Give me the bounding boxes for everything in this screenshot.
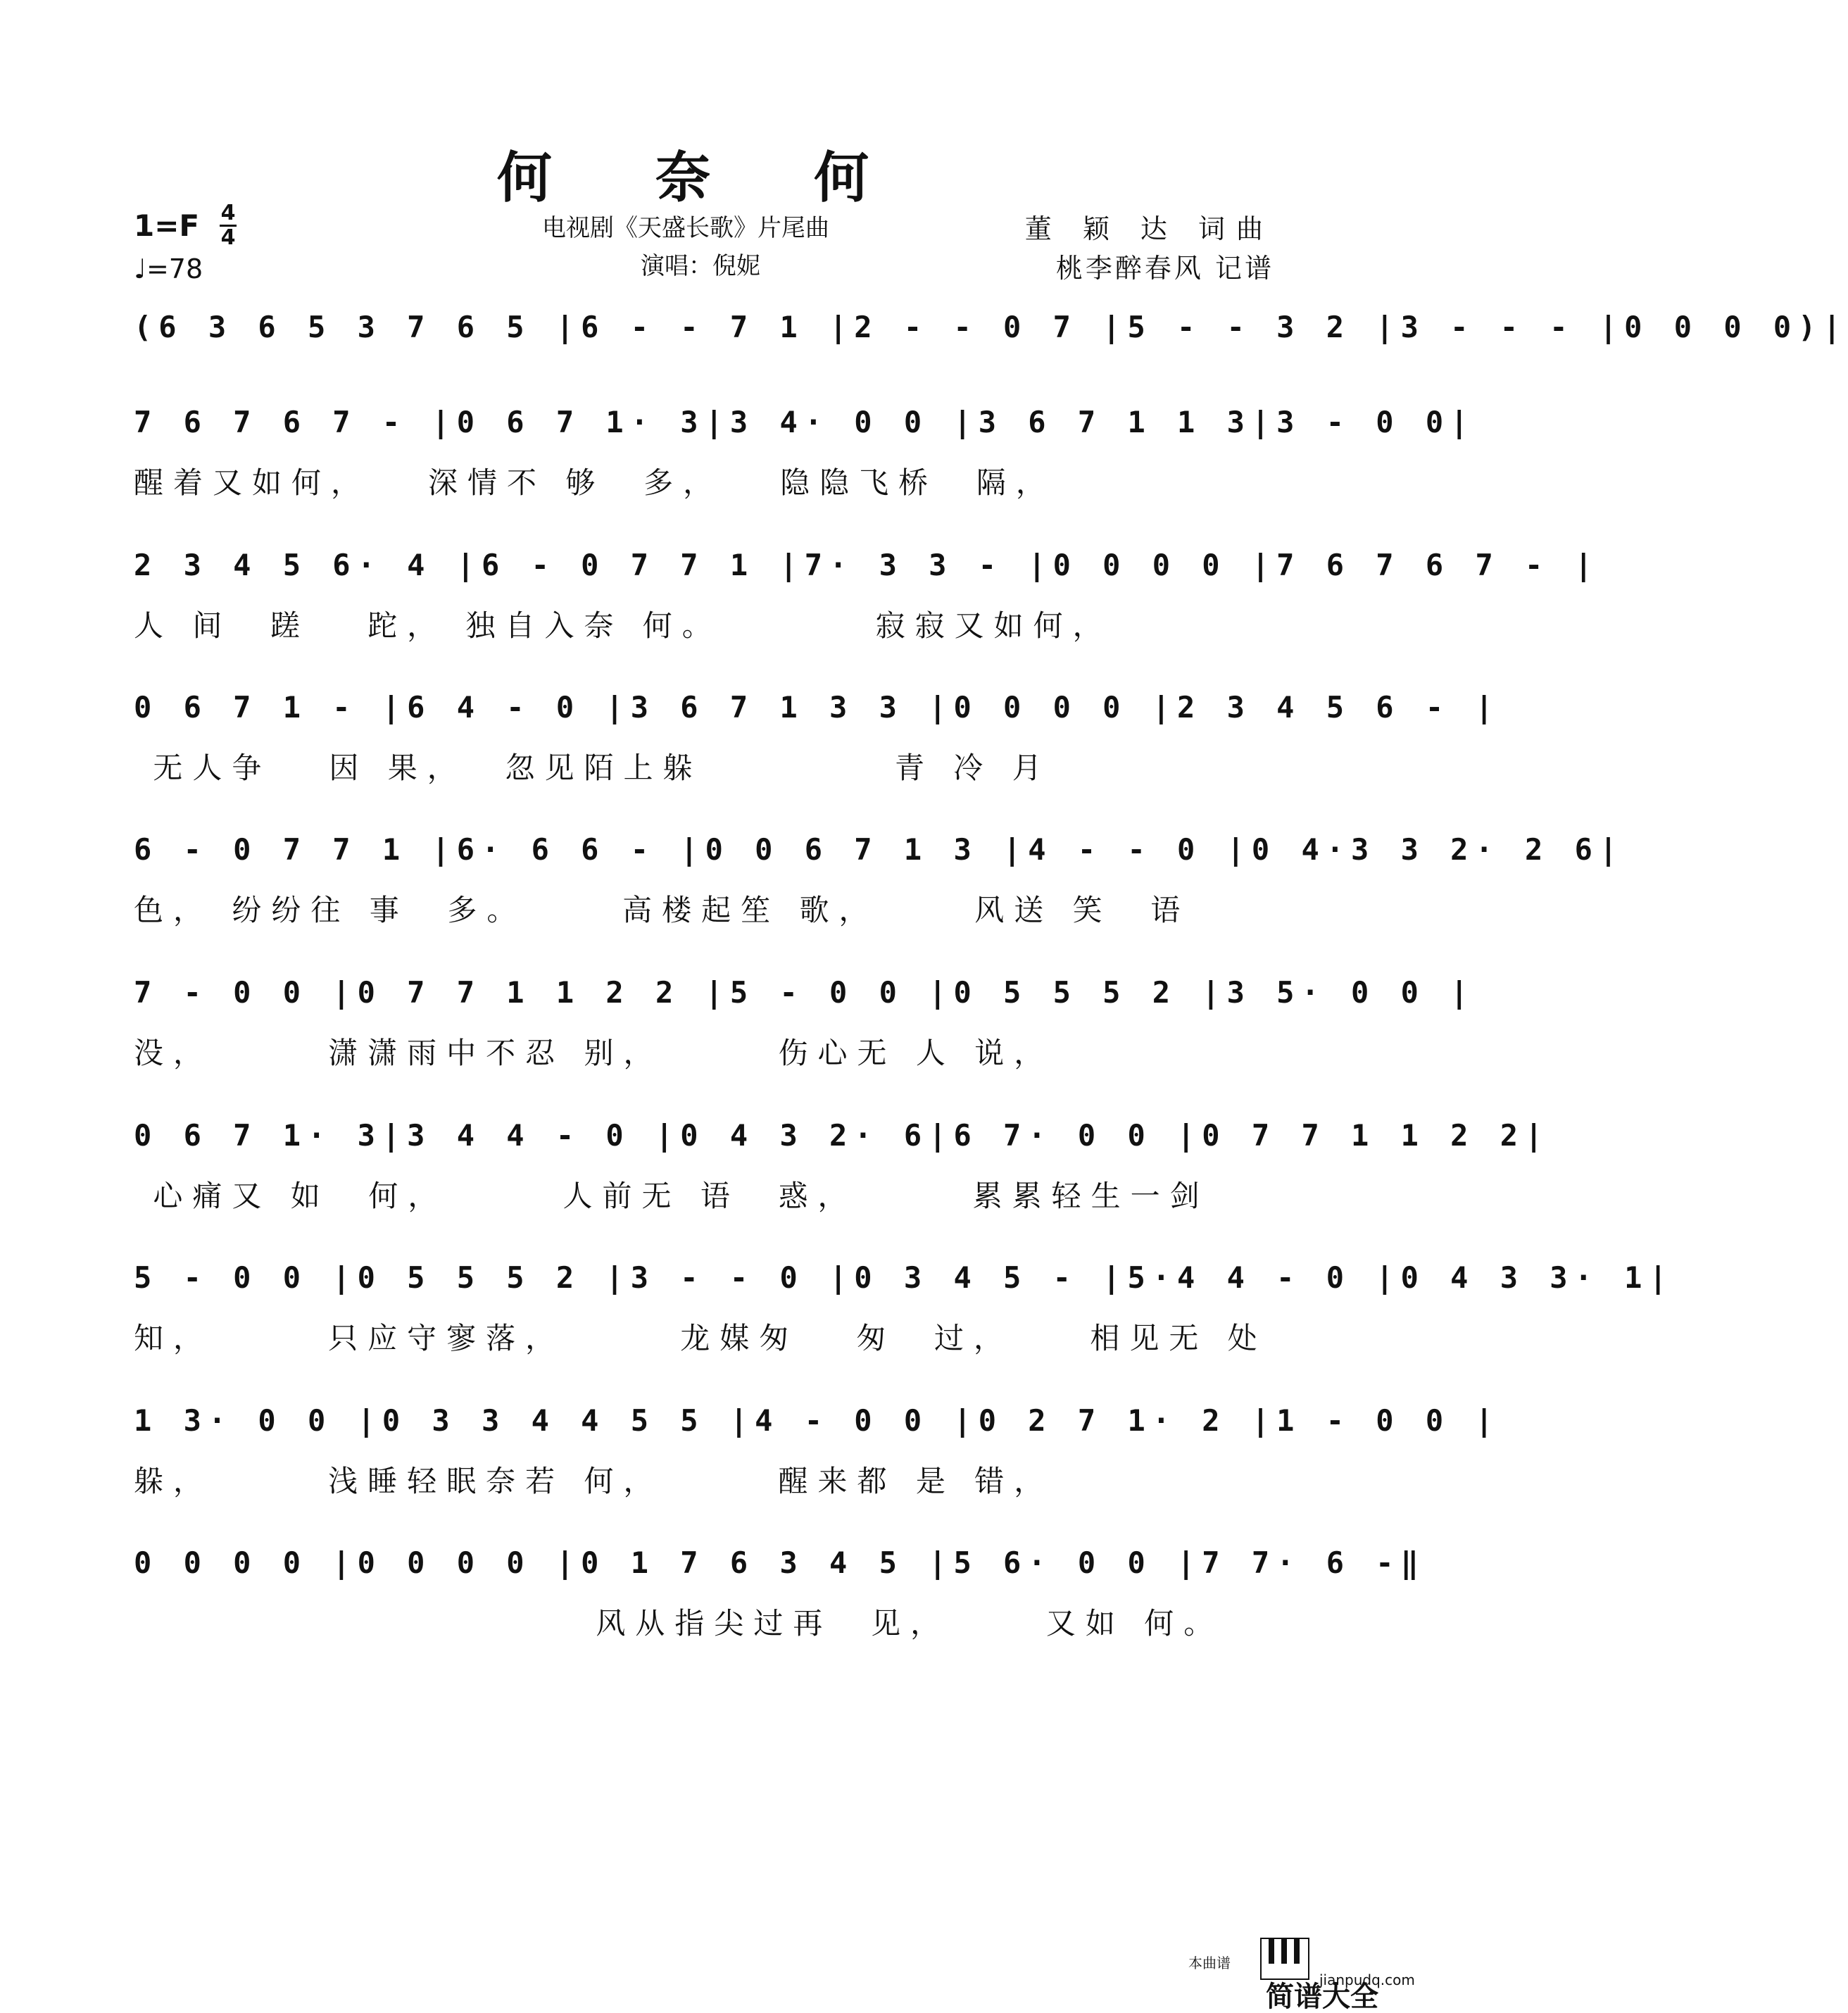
notes-line: 6 - 0 7 7 1 |6· 6 6 - |0 0 6 7 1 3 |4 - - 0 |0 4·3 3 2· 2 6| — [134, 832, 1625, 867]
notes-line: 0 6 7 1· 3|3 4 4 - 0 |0 4 3 2· 6|6 7· 0 0 |0 7 7 1 1 2 2| — [134, 1118, 1550, 1153]
lyrics-line: 醒着又如何， 深情不 够 多， 隐隐飞桥 隔， — [134, 465, 1055, 500]
tempo-mark — [134, 253, 203, 284]
notes-line: 1 3· 0 0 |0 3 3 4 4 5 5 |4 - 0 0 |0 2 7 1· 2 |1 - 0 0 | — [134, 1403, 1500, 1438]
site-name: 简谱大全 — [1266, 1981, 1378, 2013]
notes-line: 0 0 0 0 |0 0 0 0 |0 1 7 6 3 4 5 |5 6· 0 0 |7 7· 6 -‖ — [134, 1545, 1426, 1580]
lyrics-line: 风从指尖过再 见， 又如 何。 — [134, 1606, 1224, 1641]
time-signature-top: 4 — [220, 201, 236, 225]
lyricist-composer: 董 颖 达 词曲 — [1024, 213, 1274, 244]
notes-line: 2 3 4 5 6· 4 |6 - 0 7 7 1 |7· 3 3 - |0 0 0 0 |7 6 7 6 7 - | — [134, 548, 1599, 582]
notes-line: (6 3 6 5 3 7 6 5 |6 - - 7 1 |2 - - 0 7 |5 - - 3 2 |3 - - - |0 0 0 0)| — [134, 310, 1848, 344]
singer: 演唱：倪妮 — [641, 252, 760, 280]
lyrics-line: 无人争 因 果， 忽见陌上躲 青 冷 月 — [134, 751, 1052, 785]
site-url: jianpudq.com — [1319, 1971, 1415, 1988]
notes-line: 5 - 0 0 |0 5 5 5 2 |3 - - 0 |0 3 4 5 - |5·4 4 - 0 |0 4 3 3· 1| — [134, 1260, 1674, 1295]
lyrics-line: 人 间 蹉 跎， 独自入奈 何。 寂寂又如何， — [134, 608, 1112, 643]
quarter-note-icon: ♩ — [134, 253, 146, 284]
tempo-value: =78 — [146, 253, 203, 284]
lyrics-line: 没， 潇潇雨中不忍 别， 伤心无 人 说， — [134, 1036, 1054, 1070]
notes-line: 7 6 7 6 7 - |0 6 7 1· 3|3 4· 0 0 |3 6 7 1 1 3|3 - 0 0| — [134, 405, 1476, 439]
lyrics-line: 色， 纷纷往 事 多。 高楼起笙 歌， 风送 笑 语 — [134, 893, 1190, 927]
time-signature-bottom: 4 — [220, 225, 236, 250]
key-signature: 1=F — [134, 208, 200, 243]
transcriber: 桃李醉春风 记谱 — [1055, 253, 1274, 284]
notes-line: 0 6 7 1 - |6 4 - 0 |3 6 7 1 3 3 |0 0 0 0 |2 3 4 5 6 - | — [134, 690, 1500, 725]
site-logo[interactable] — [1260, 1938, 1415, 2013]
lyrics-line: 心痛又 如 何， 人前无 语 惑， 累累轻生一剑 — [134, 1179, 1209, 1213]
song-title: 何 奈 何 — [496, 146, 912, 210]
lyrics-line: 知， 只应守寥落， 龙媒匆 匆 过， 相见无 处 — [134, 1321, 1267, 1355]
lyrics-line: 躲， 浅睡轻眠奈若 何， 醒来都 是 错， — [134, 1464, 1054, 1498]
footer-note: 本曲谱 — [1188, 1955, 1231, 1971]
piano-keys-icon — [1260, 1938, 1309, 1983]
subtitle: 电视剧《天盛长歌》片尾曲 — [542, 214, 829, 242]
notes-line: 7 - 0 0 |0 7 7 1 1 2 2 |5 - 0 0 |0 5 5 5 2 |3 5· 0 0 | — [134, 975, 1476, 1010]
time-signature — [220, 203, 237, 249]
